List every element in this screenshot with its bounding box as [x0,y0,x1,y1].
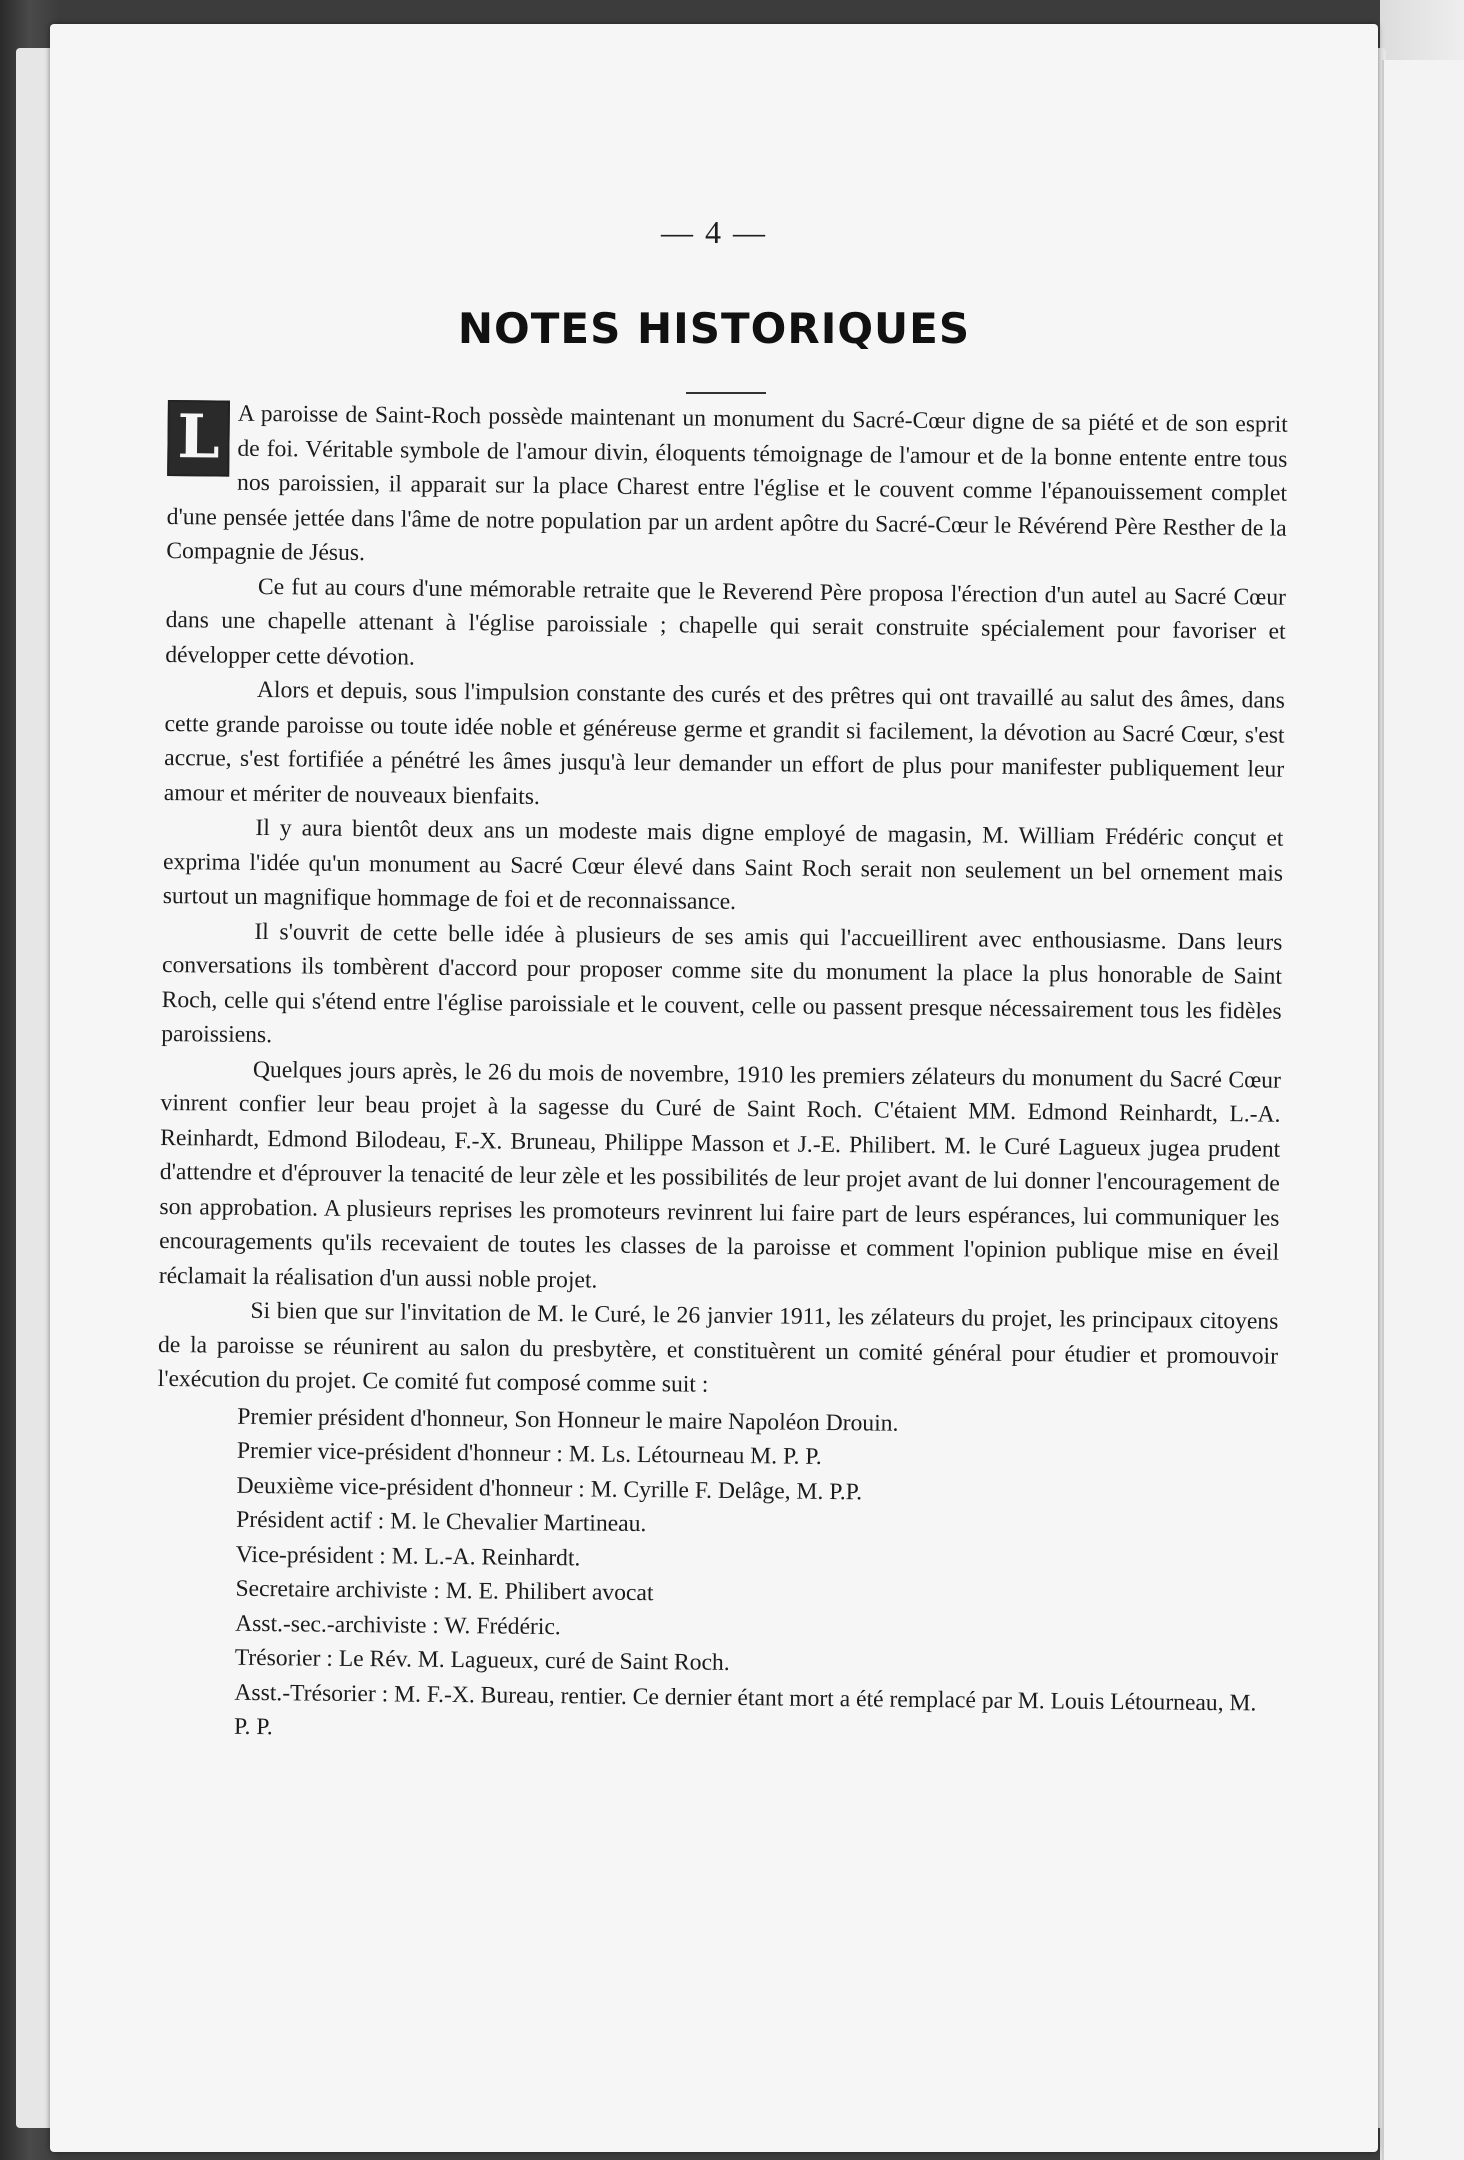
committee-member: Vice-président : M. L.-A. Reinhardt. [235,1541,581,1571]
committee-member: Trésorier : Le Rév. M. Lagueux, curé de Saint Roch. [234,1644,730,1676]
committee-member: Premier président d'honneur, Son Honneur le maire Napoléon Drouin. [237,1403,899,1437]
paragraph [166,396,1288,580]
paragraph: Il y aura bientôt deux ans un modeste mais digne employé de magasin, M. William Frédéric conçut et exprima l'idée qu'un monument au Sacré Cœur élevé dans Saint Roch serait non seulement un bel ornement mais surtout un magnifique hommage de foi et de reconnaissance. [162,814,1284,915]
committee-member: Président actif : M. le Chevalier Martineau. [236,1506,647,1538]
committee-member: Asst.-sec.-archiviste : W. Frédéric. [235,1610,561,1640]
paragraph: Alors et depuis, sous l'impulsion constante des curés et des prêtres qui ont travaillé au salut des âmes, dans cette grande paroisse ou toute idée noble et généreuse germe et grandit si facilement, la dévotion au Sacré Cœur, s'est accrue, s'est fortifiée a pénétré les âmes jusqu'à leur demander un effort de plus pour manifester publiquement leur amour et mériter de nouveaux bienfaits. [163,676,1286,810]
drop-cap-letter: L [167,400,230,477]
paragraph: Si bien que sur l'invitation de M. le Curé, le 26 janvier 1911, les zélateurs du projet, les principaux citoyens de la paroisse se réunirent au salon du presbytère, et constituèrent un comité général pour étudier et promouvoir l'exécution du projet. Ce comité fut composé comme suit : [157,1297,1279,1398]
committee-member: Asst.-Trésorier : M. F.-X. Bureau, rentier. Ce dernier étant mort a été remplacé par M. Louis Létourneau, M. P. P. [233,1679,1257,1741]
text-body [154,396,1288,1755]
committee-member: Premier vice-président d'honneur : M. Ls. Létourneau M. P. P. [236,1437,822,1470]
paragraph-text: A paroisse de Saint-Roch possède maintenant un monument du Sacré-Cœur digne de sa piété et de son esprit de foi. Véritable symbole de l'amour divin, éloquents témoignage de l'amour et de la bonne entente entre tous nos paroissien, il apparait sur la place Charest entre l'église et le couvent comme l'épanouissement complet d'une pensée jettée dans l'âme de notre population par un ardent apôtre du Sacré-Cœur le Révérend Père Resther de la Compagnie de Jésus. [166,400,1288,567]
page-title: NOTES HISTORIQUES [457,304,971,353]
document-page [50,24,1378,2152]
committee-member: Secretaire archiviste : M. E. Philibert avocat [235,1575,654,1607]
paragraph: Ce fut au cours d'une mémorable retraite que le Reverend Père proposa l'érection d'un autel au Sacré Cœur dans une chapelle attenant à l'église paroissiale ; chapelle qui serait construite spécialement pour favoriser et développer cette dévotion. [165,573,1287,671]
committee-list [154,1398,1278,1755]
committee-member: Deuxième vice-président d'honneur : M. Cyrille F. Delâge, M. P.P. [236,1472,863,1505]
paragraph: Quelques jours après, le 26 du mois de novembre, 1910 les premiers zélateurs du monument du Sacré Cœur vinrent confier leur beau projet à la sagesse du Curé de Saint Roch. C'étaient MM. Edmond Reinhardt, L.-A. Reinhardt, Edmond Bilodeau, F.-X. Bruneau, Philippe Masson et J.-E. Philibert. M. le Curé Lagueux jugea prudent d'attendre et d'éprouver la tenacité de leur zèle et les possibilités de leur projet avant de lui donner l'encouragement de son approbation. A plusieurs reprises les promoteurs revinrent lui faire part de leurs espérances, lui communiquer les encouragements qu'ils recevaient de toutes les classes de la paroisse et comment l'opinion publique mise en éveil réclamait la réalisation d'un aussi noble projet. [158,1056,1282,1294]
paragraph: Il s'ouvrit de cette belle idée à plusieurs de ses amis qui l'accueillirent avec enthousiasme. Dans leurs conversations ils tombèrent d'accord pour proposer comme site du monument la place la plus honorable de Saint Roch, celle qui s'étend entre l'église paroissiale et le couvent, celle ou passent presque nécessairement tous les fidèles paroissiens. [161,918,1283,1049]
page-number: — 4 — [661,214,767,250]
title-divider [686,392,766,394]
adjacent-page-edge [1382,60,1464,2160]
